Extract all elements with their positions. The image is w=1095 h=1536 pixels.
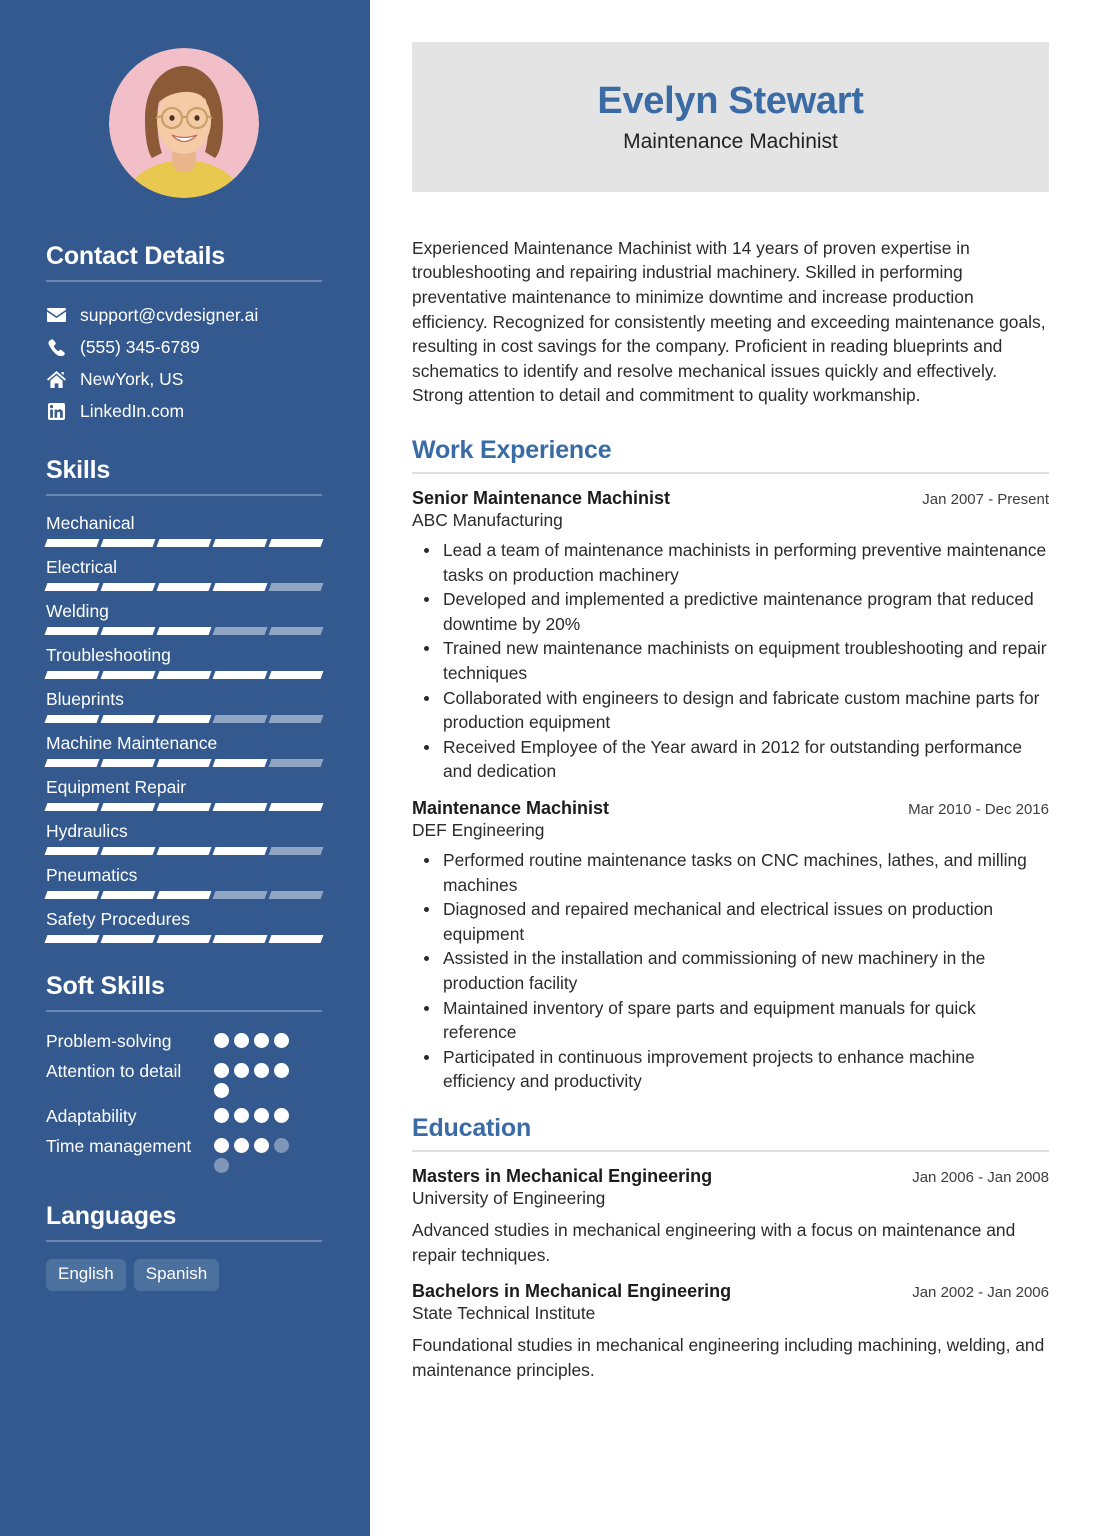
entry-date-range: Jan 2007 - Present: [922, 491, 1049, 509]
work-entry: [412, 798, 1049, 1094]
entry-title: Bachelors in Mechanical Engineering: [412, 1281, 732, 1302]
contact-heading: Contact Details: [46, 242, 225, 270]
main-content: [370, 0, 1095, 1536]
entry-title: Masters in Mechanical Engineering: [412, 1165, 713, 1186]
soft-skill-rating: [214, 1134, 298, 1173]
contact-location-value: NewYork, US: [80, 369, 184, 389]
skill-level-bar: [46, 847, 322, 855]
avatar-container: [46, 48, 322, 198]
skill-bar-segment: [101, 539, 156, 547]
skill-bar-segment: [45, 935, 100, 943]
rating-dot: [234, 1108, 249, 1123]
entry-bullet: Received Employee of the Year award in 2012 for outstanding performance and dedication: [412, 735, 1049, 784]
entry-bullet: Participated in continuous improvement projects to enhance machine efficiency and productivity: [412, 1045, 1049, 1094]
rating-dot: [254, 1033, 269, 1048]
skill-bar-segment: [213, 847, 268, 855]
soft-skill-label: Problem-solving: [46, 1031, 172, 1051]
rating-dot: [254, 1138, 269, 1153]
skill-bar-segment: [157, 847, 212, 855]
skill-label: Machine Maintenance: [46, 733, 218, 753]
skill-bar-segment: [101, 671, 156, 679]
contact-row-email[interactable]: [46, 299, 322, 331]
education-heading: Education: [412, 1113, 532, 1142]
skill-label: Electrical: [46, 557, 117, 577]
skill-bar-segment: [269, 627, 324, 635]
entry-bullet: Developed and implemented a predictive maintenance program that reduced downtime by 20%: [412, 587, 1049, 636]
work-experience-divider: [412, 472, 1049, 474]
skill-level-bar: [46, 583, 322, 591]
skills-section: [46, 456, 322, 943]
soft-skills-list: [46, 1029, 322, 1173]
skill-label: Hydraulics: [46, 821, 128, 841]
rating-dot: [214, 1108, 229, 1123]
entry-date-range: Jan 2002 - Jan 2006: [912, 1284, 1049, 1302]
entry-header: [412, 488, 1049, 509]
entry-organization: University of Engineering: [412, 1187, 606, 1208]
rating-dot: [214, 1158, 229, 1173]
education-entry: [412, 1281, 1049, 1382]
soft-skill-label: Time management: [46, 1136, 192, 1156]
entry-date-range: Jan 2006 - Jan 2008: [912, 1168, 1049, 1186]
skill-bar-segment: [213, 803, 268, 811]
soft-skills-heading: Soft Skills: [46, 972, 165, 1000]
entry-bullet: Collaborated with engineers to design and fabricate custom machine parts for production equipment: [412, 686, 1049, 735]
skill-bar-segment: [101, 627, 156, 635]
entry-description: Foundational studies in mechanical engineering including machining, welding, and maintenance principles.: [412, 1335, 1045, 1380]
skill-level-bar: [46, 759, 322, 767]
email-icon: [46, 308, 67, 322]
page-title: Evelyn Stewart: [597, 80, 864, 122]
skill-label: Pneumatics: [46, 865, 138, 885]
skill-bar-segment: [101, 715, 156, 723]
skill-bar-segment: [213, 759, 268, 767]
skill-bar-segment: [45, 583, 100, 591]
skill-bar-segment: [213, 891, 268, 899]
rating-dot: [234, 1033, 249, 1048]
skill-label: Equipment Repair: [46, 777, 187, 797]
skill-level-bar: [46, 539, 322, 547]
languages-list: [46, 1259, 322, 1291]
skill-bar-segment: [213, 671, 268, 679]
entry-bullet: Lead a team of maintenance machinists in performing preventive maintenance tasks on production machinery: [412, 538, 1049, 587]
skill-bar-segment: [45, 671, 100, 679]
skill-bar-segment: [101, 935, 156, 943]
skill-bar-segment: [157, 671, 212, 679]
rating-dot: [254, 1063, 269, 1078]
soft-skill-row: [46, 1134, 322, 1173]
rating-dot: [214, 1138, 229, 1153]
skill-bar-segment: [45, 759, 100, 767]
education-divider: [412, 1150, 1049, 1152]
entry-description: Advanced studies in mechanical engineering with a focus on maintenance and repair techniques.: [412, 1219, 1016, 1265]
skill-bar-segment: [157, 891, 212, 899]
skill-bar-segment: [269, 891, 324, 899]
entry-title: Maintenance Machinist: [412, 797, 610, 818]
languages-heading: Languages: [46, 1202, 177, 1230]
skill-bar-segment: [101, 583, 156, 591]
skill-bar-segment: [157, 539, 212, 547]
skill-bar-segment: [269, 671, 324, 679]
entry-organization: DEF Engineering: [412, 819, 545, 840]
education-section: [412, 1114, 1049, 1382]
education-entry: [412, 1166, 1049, 1267]
skill-bar-segment: [45, 847, 100, 855]
skill-label: Blueprints: [46, 689, 124, 709]
soft-skill-label: Attention to detail: [46, 1061, 182, 1081]
entry-header: [412, 1281, 1049, 1302]
home-icon: [46, 371, 67, 388]
soft-skills-section: [46, 972, 322, 1173]
skill-bar-segment: [213, 715, 268, 723]
skill-bar-segment: [157, 935, 212, 943]
soft-skill-label: Adaptability: [46, 1106, 137, 1126]
languages-section: [46, 1202, 322, 1291]
rating-dot: [274, 1063, 289, 1078]
contact-email-value: support@cvdesigner.ai: [80, 305, 259, 325]
skill-bar-segment: [45, 627, 100, 635]
language-chip[interactable]: English: [46, 1259, 126, 1291]
entry-bullet: Assisted in the installation and commissioning of new machinery in the production facility: [412, 946, 1049, 995]
rating-dot: [274, 1138, 289, 1153]
skill-bar-segment: [213, 539, 268, 547]
skill-bar-segment: [157, 803, 212, 811]
entry-bullet-list: [412, 848, 1049, 1094]
soft-skills-divider: [46, 1010, 322, 1012]
contact-row-phone[interactable]: [46, 331, 322, 363]
skill-bar-segment: [45, 539, 100, 547]
skill-bar-segment: [269, 803, 324, 811]
contact-linkedin-value: LinkedIn.com: [80, 401, 185, 421]
contact-divider: [46, 280, 322, 282]
entry-organization: State Technical Institute: [412, 1303, 596, 1324]
skill-bar-segment: [213, 935, 268, 943]
skill-label: Troubleshooting: [46, 645, 171, 665]
contact-row-linkedin[interactable]: [46, 395, 322, 427]
skill-level-bar: [46, 935, 322, 943]
skill-bar-segment: [269, 583, 324, 591]
soft-skill-row: [46, 1029, 322, 1053]
skill-bar-segment: [157, 627, 212, 635]
entry-title: Senior Maintenance Machinist: [412, 488, 671, 509]
entry-bullet: Diagnosed and repaired mechanical and electrical issues on production equipment: [412, 897, 1049, 946]
skill-bar-segment: [101, 803, 156, 811]
skill-level-bar: [46, 671, 322, 679]
skill-level-bar: [46, 891, 322, 899]
skill-bar-segment: [45, 803, 100, 811]
entry-bullet: Performed routine maintenance tasks on CNC machines, lathes, and milling machines: [412, 848, 1049, 897]
work-experience-heading: Work Experience: [412, 436, 612, 465]
skill-bar-segment: [269, 935, 324, 943]
skill-bar-segment: [157, 583, 212, 591]
entry-header: [412, 798, 1049, 819]
skill-bar-segment: [101, 891, 156, 899]
languages-divider: [46, 1240, 322, 1242]
skill-bar-segment: [269, 759, 324, 767]
work-entry: [412, 488, 1049, 784]
contact-row-location[interactable]: [46, 363, 322, 395]
entry-organization: ABC Manufacturing: [412, 510, 563, 531]
skill-bar-segment: [269, 847, 324, 855]
rating-dot: [214, 1083, 229, 1098]
skill-bar-segment: [269, 539, 324, 547]
soft-skill-rating: [214, 1104, 298, 1123]
entry-header: [412, 1166, 1049, 1187]
entry-bullet: Trained new maintenance machinists on equipment troubleshooting and repair techniques: [412, 636, 1049, 685]
education-entry-list: [412, 1166, 1049, 1382]
rating-dot: [254, 1108, 269, 1123]
contact-phone-value: (555) 345-6789: [80, 337, 200, 357]
soft-skill-rating: [214, 1059, 298, 1098]
skill-bar-segment: [157, 715, 212, 723]
skill-bar-segment: [45, 715, 100, 723]
soft-skill-row: [46, 1104, 322, 1128]
sidebar: [0, 0, 370, 1536]
skill-bar-segment: [157, 759, 212, 767]
skills-heading: Skills: [46, 456, 111, 484]
skills-list: [46, 513, 322, 943]
skill-level-bar: [46, 715, 322, 723]
language-chip[interactable]: Spanish: [134, 1259, 219, 1291]
skills-divider: [46, 494, 322, 496]
skill-bar-segment: [269, 715, 324, 723]
skill-bar-segment: [213, 583, 268, 591]
skill-bar-segment: [101, 847, 156, 855]
work-experience-section: [412, 436, 1049, 1094]
skill-bar-segment: [213, 627, 268, 635]
skill-label: Mechanical: [46, 513, 135, 533]
contact-section: [46, 242, 322, 427]
phone-icon: [46, 339, 67, 356]
job-role-subtitle: Maintenance Machinist: [623, 129, 838, 153]
entry-bullet: Maintained inventory of spare parts and equipment manuals for quick reference: [412, 996, 1049, 1045]
work-entry-list: [412, 488, 1049, 1094]
rating-dot: [274, 1108, 289, 1123]
rating-dot: [274, 1033, 289, 1048]
skill-label: Safety Procedures: [46, 909, 190, 929]
rating-dot: [214, 1063, 229, 1078]
entry-date-range: Mar 2010 - Dec 2016: [908, 800, 1049, 818]
skill-label: Welding: [46, 601, 109, 621]
rating-dot: [214, 1033, 229, 1048]
professional-summary: Experienced Maintenance Machinist with 14 years of proven expertise in troubleshooting and repairing industrial machinery. Skilled in performing preventative maintenance to minimize downtime and increase production efficiency. Recognized for consistently meeting and exceeding maintenance goals, resulting in cost savings for the company. Proficient in reading blueprints and schematics to identify and resolve mechanical issues quickly and effectively. Strong attention to detail and commitment to quality workmanship.: [412, 237, 1046, 406]
skill-bar-segment: [45, 891, 100, 899]
rating-dot: [234, 1063, 249, 1078]
skill-level-bar: [46, 803, 322, 811]
soft-skill-rating: [214, 1029, 298, 1048]
entry-bullet-list: [412, 538, 1049, 784]
skill-bar-segment: [101, 759, 156, 767]
linkedin-icon: [46, 403, 67, 420]
soft-skill-row: [46, 1059, 322, 1098]
name-banner: [412, 42, 1049, 192]
avatar: [109, 48, 259, 198]
rating-dot: [234, 1138, 249, 1153]
skill-level-bar: [46, 627, 322, 635]
